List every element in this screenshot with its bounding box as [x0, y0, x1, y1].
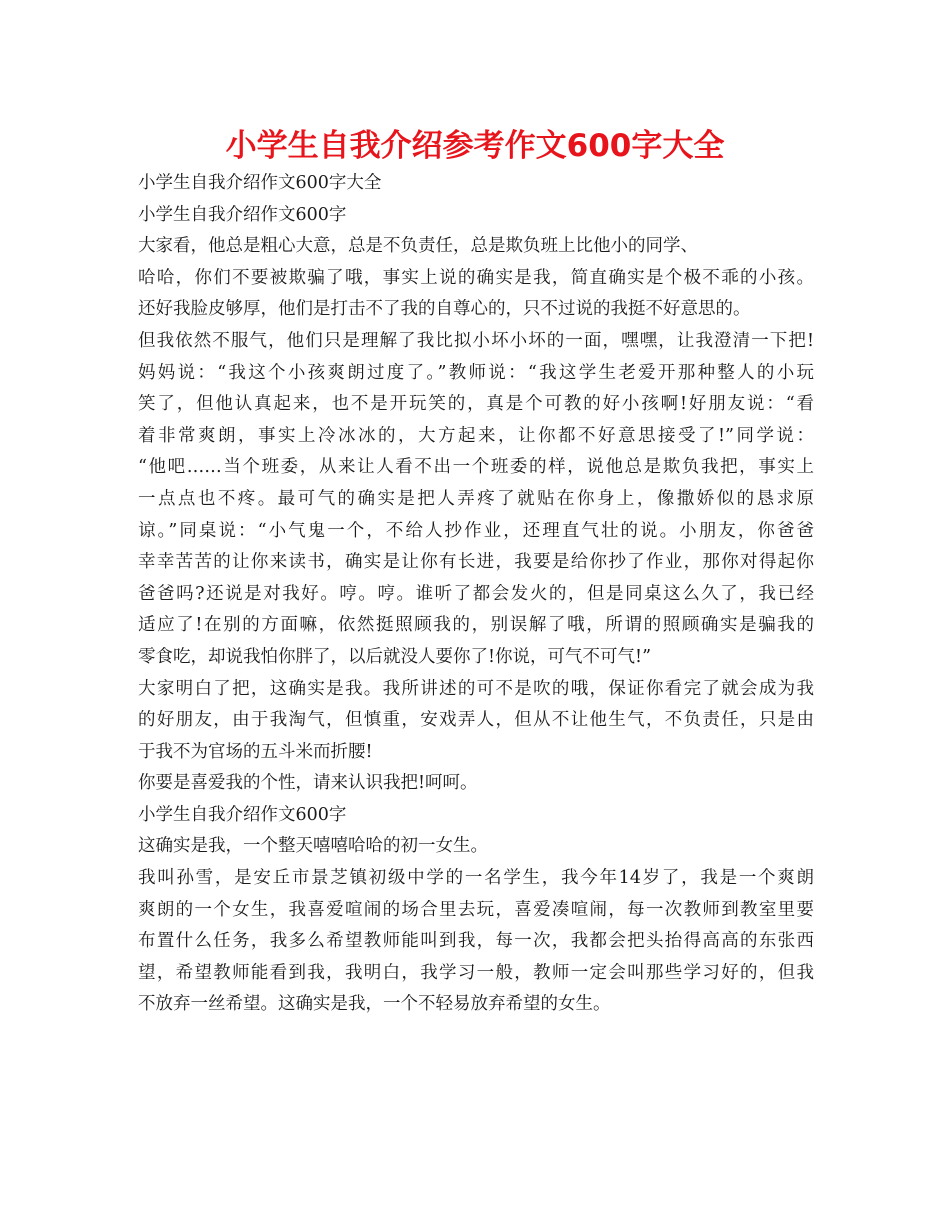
body-line: 妈妈说：“我这个小孩爽朗过度了。”教师说：“我这学生老爱开那种整人的小玩 — [138, 362, 814, 383]
body-line: 我叫孙雪，是安丘市景芝镇初级中学的一名学生，我今年14岁了，我是一个爽朗 — [138, 868, 814, 889]
body-line: 笑了，但他认真起来，也不是开玩笑的，真是个可教的好小孩啊!好朋友说：“看 — [138, 394, 814, 415]
body-line: 这确实是我，一个整天嘻嘻哈哈的初一女生。 — [138, 836, 488, 857]
body-line: 爸爸吗?还说是对我好。哼。哼。谁听了都会发火的，但是同桌这么久了，我已经 — [138, 583, 814, 604]
body-line: 小学生自我介绍作文600字 — [138, 204, 347, 225]
body-line: 谅。”同桌说：“小气鬼一个，不给人抄作业，还理直气壮的说。小朋友，你爸爸 — [138, 520, 814, 541]
body-line: 爽朗的一个女生，我喜爱喧闹的场合里去玩，喜爱凑喧闹，每一次教师到教室里要 — [138, 899, 814, 920]
body-line: 幸幸苦苦的让你来读书，确实是让你有长进，我要是给你抄了作业，那你对得起你 — [138, 552, 814, 573]
body-line: 大家明白了把，这确实是我。我所讲述的可不是吹的哦，保证你看完了就会成为我 — [138, 678, 814, 699]
body-line: 小学生自我介绍作文600字 — [138, 804, 347, 825]
body-line: 但我依然不服气，他们只是理解了我比拟小坏小坏的一面，嘿嘿，让我澄清一下把! — [138, 330, 814, 351]
body-line: 着非常爽朗，事实上冷冰冰的，大方起来，让你都不好意思接受了!”同学说： — [138, 425, 814, 446]
body-line: “他吧……当个班委，从来让人看不出一个班委的样，说他总是欺负我把，事实上 — [138, 457, 814, 478]
body-line: 不放弃一丝希望。这确实是我，一个不轻易放弃希望的女生。 — [138, 994, 611, 1015]
body-line: 的好朋友，由于我淘气，但慎重，安戏弄人，但从不让他生气，不负责任，只是由 — [138, 710, 814, 731]
body-line: 望，希望教师能看到我，我明白，我学习一般，教师一定会叫那些学习好的，但我 — [138, 962, 814, 983]
body-line: 还好我脸皮够厚，他们是打击不了我的自尊心的，只不过说的我挺不好意思的。 — [138, 299, 751, 320]
body-line: 哈哈，你们不要被欺骗了哦，事实上说的确实是我，简直确实是个极不乖的小孩。 — [138, 267, 814, 288]
body-line: 零食吃，却说我怕你胖了，以后就没人要你了!你说，可气不可气!” — [138, 646, 652, 667]
body-line: 适应了!在别的方面嘛，依然挺照顾我的，别误解了哦，所谓的照顾确实是骗我的 — [138, 615, 814, 636]
body-line: 小学生自我介绍作文600字大全 — [138, 173, 382, 193]
document-title: 小学生自我介绍参考作文600字大全 — [225, 128, 725, 164]
body-line: 你要是喜爱我的个性，请来认识我把!呵呵。 — [138, 773, 478, 794]
document-body — [138, 168, 814, 1021]
body-line: 布置什么任务，我多么希望教师能叫到我，每一次，我都会把头抬得高高的东张西 — [138, 931, 814, 952]
body-line: 于我不为官场的五斗米而折腰! — [138, 741, 373, 762]
body-line: 一点点也不疼。最可气的确实是把人弄疼了就贴在你身上，像撒娇似的恳求原 — [138, 488, 814, 509]
body-line: 大家看，他总是粗心大意，总是不负责任，总是欺负班上比他小的同学、 — [138, 236, 698, 257]
